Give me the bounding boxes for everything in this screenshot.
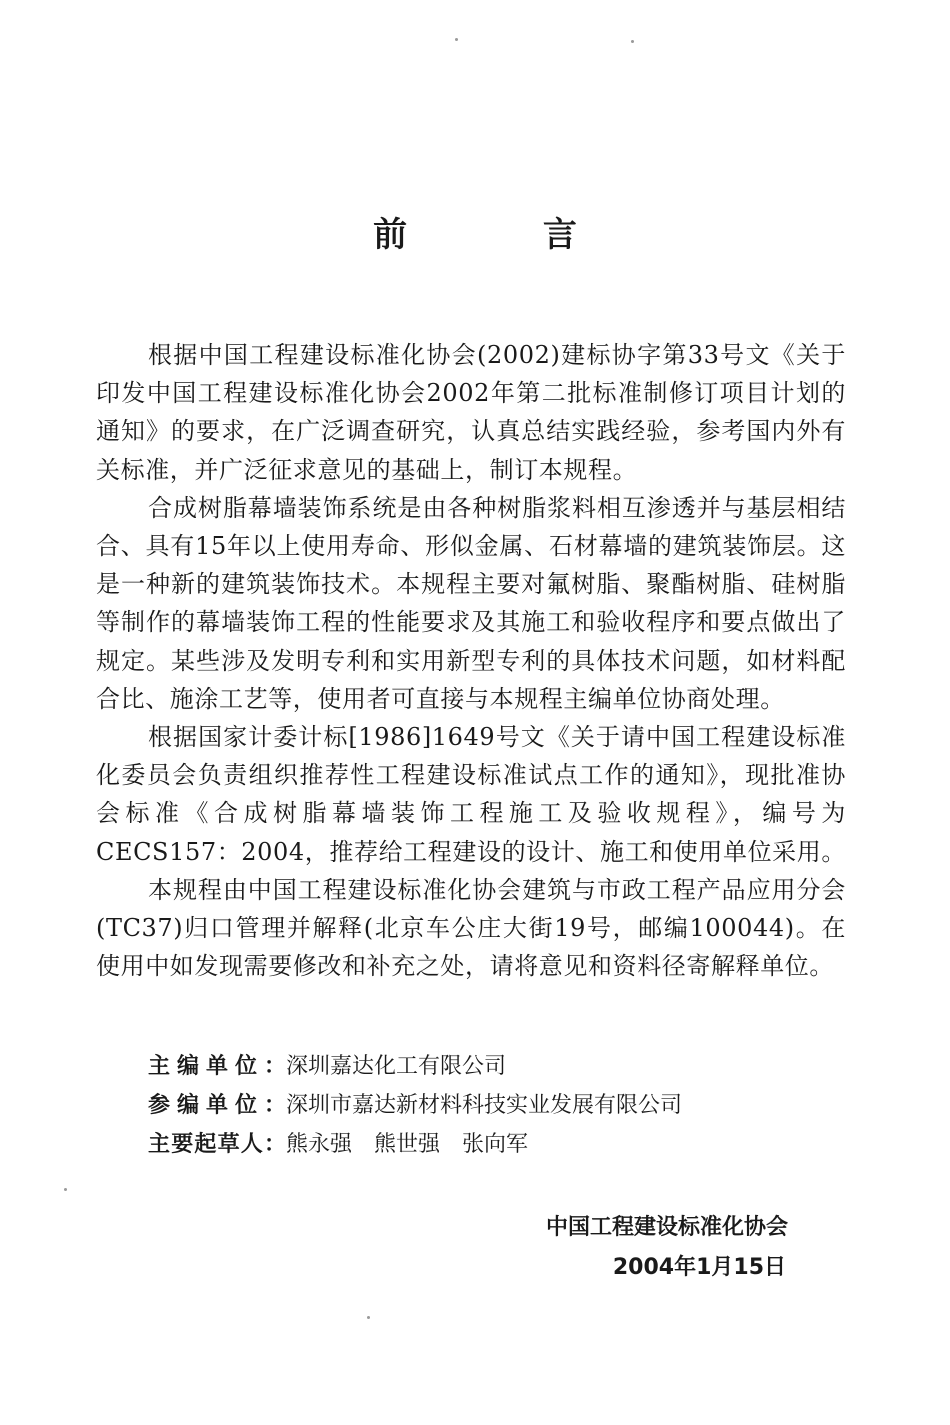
credit-value: 深圳市嘉达新材料科技实业发展有限公司 <box>286 1093 683 1118</box>
credit-label: 主编单位： <box>148 1054 286 1079</box>
scan-speck <box>64 1188 67 1191</box>
page-title: 前 言 <box>373 215 639 255</box>
credit-label: 主要起草人： <box>148 1132 286 1157</box>
credit-chief-editor <box>148 1047 848 1086</box>
signature-block <box>546 1208 788 1288</box>
preface-body <box>96 336 846 985</box>
credit-label: 参编单位： <box>148 1093 286 1118</box>
credit-value: 深圳嘉达化工有限公司 <box>286 1054 507 1079</box>
scan-speck <box>367 1316 370 1319</box>
scan-speck <box>455 38 458 41</box>
paragraph-4: 本规程由中国工程建设标准化协会建筑与市政工程产品应用分会(TC37)归口管理并解释(北京车公庄大街19号，邮编100044)。在使用中如发现需要修改和补充之处，请将意见和资料径寄解释单位。 <box>96 875 846 981</box>
credit-drafters <box>148 1125 848 1164</box>
paragraph-2: 合成树脂幕墙装饰系统是由各种树脂浆料相互渗透并与基层相结合、具有15年以上使用寿命、形似金属、石材幕墙的建筑装饰层。这是一种新的建筑装饰技术。本规程主要对氟树脂、聚酯树脂、硅树脂等制作的幕墙装饰工程的性能要求及其施工和验收程序和要点做出了规定。某些涉及发明专利和实用新型专利的具体技术问题，如材料配合比、施涂工艺等，使用者可直接与本规程主编单位协商处理。 <box>96 493 846 713</box>
signature-organization: 中国工程建设标准化协会 <box>545 1215 788 1240</box>
scan-speck <box>631 40 634 43</box>
credit-co-editor <box>148 1086 848 1125</box>
credits-block <box>148 1047 848 1164</box>
paragraph-1: 根据中国工程建设标准化协会(2002)建标协字第33号文《关于印发中国工程建设标准化协会2002年第二批标准制修订项目计划的通知》的要求，在广泛调查研究，认真总结实践经验，参考国内外有关标准，并广泛征求意见的基础上，制订本规程。 <box>96 341 846 484</box>
credit-value: 熊永强 熊世强 张向军 <box>286 1132 529 1157</box>
signature-date: 2004年1月15日 <box>612 1255 786 1280</box>
paragraph-3: 根据国家计委计标[1986]1649号文《关于请中国工程建设标准化委员会负责组织推荐性工程建设标准试点工作的通知》，现批准协会标准《合成树脂幕墙装饰工程施工及验收规程》，编号为CECS157：2004，推荐给工程建设的设计、施工和使用单位采用。 <box>96 723 846 866</box>
